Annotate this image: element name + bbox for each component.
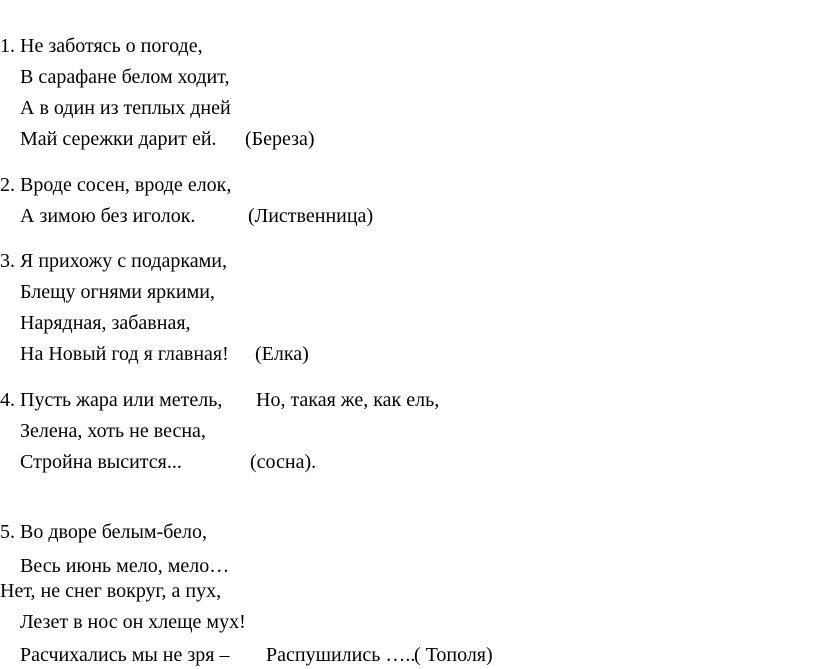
riddle-1-line-2: В сарафане белом ходит, bbox=[20, 66, 230, 88]
riddle-5-line-4: Лезет в нос он хлеще мух! bbox=[20, 611, 246, 633]
riddle-1-line-3: А в один из теплых дней bbox=[20, 97, 231, 119]
riddle-5-answer: ( Тополя) bbox=[414, 644, 493, 666]
riddle-1-line-4: Май сережки дарит ей. bbox=[20, 128, 217, 150]
riddle-5-line-2: Весь июнь мело, мело… bbox=[20, 555, 230, 577]
riddle-4-line-3: Стройна высится... bbox=[20, 451, 182, 473]
riddle-4-line-2: Зелена, хоть не весна, bbox=[20, 420, 206, 442]
riddle-2-line-1: 2. Вроде сосен, вроде елок, bbox=[0, 174, 232, 196]
riddle-5-line-3: Нет, не снег вокруг, а пух, bbox=[0, 580, 222, 602]
riddle-4-answer: (сосна). bbox=[250, 451, 317, 473]
riddle-3-answer: (Елка) bbox=[255, 343, 309, 365]
riddle-4-extra: Но, такая же, как ель, bbox=[256, 389, 440, 411]
riddle-5-line-1: 5. Во дворе белым-бело, bbox=[0, 521, 207, 543]
riddle-3-line-1: 3. Я прихожу с подарками, bbox=[0, 250, 228, 272]
riddle-5-line-5: Расчихались мы не зря – bbox=[20, 644, 230, 666]
riddle-3-line-4: На Новый год я главная! bbox=[20, 343, 229, 365]
riddle-4-line-1: 4. Пусть жара или метель, bbox=[0, 389, 223, 411]
riddle-3-line-3: Нарядная, забавная, bbox=[20, 312, 191, 334]
riddle-5-extra: Распушились ….. bbox=[266, 644, 416, 666]
riddle-2-line-2: А зимою без иголок. bbox=[20, 205, 196, 227]
riddle-1-line-1: 1. Не заботясь о погоде, bbox=[0, 35, 203, 57]
riddle-2-answer: (Лиственница) bbox=[248, 205, 374, 227]
riddle-3-line-2: Блещу огнями яркими, bbox=[20, 281, 215, 303]
riddle-1-answer: (Береза) bbox=[245, 128, 315, 150]
